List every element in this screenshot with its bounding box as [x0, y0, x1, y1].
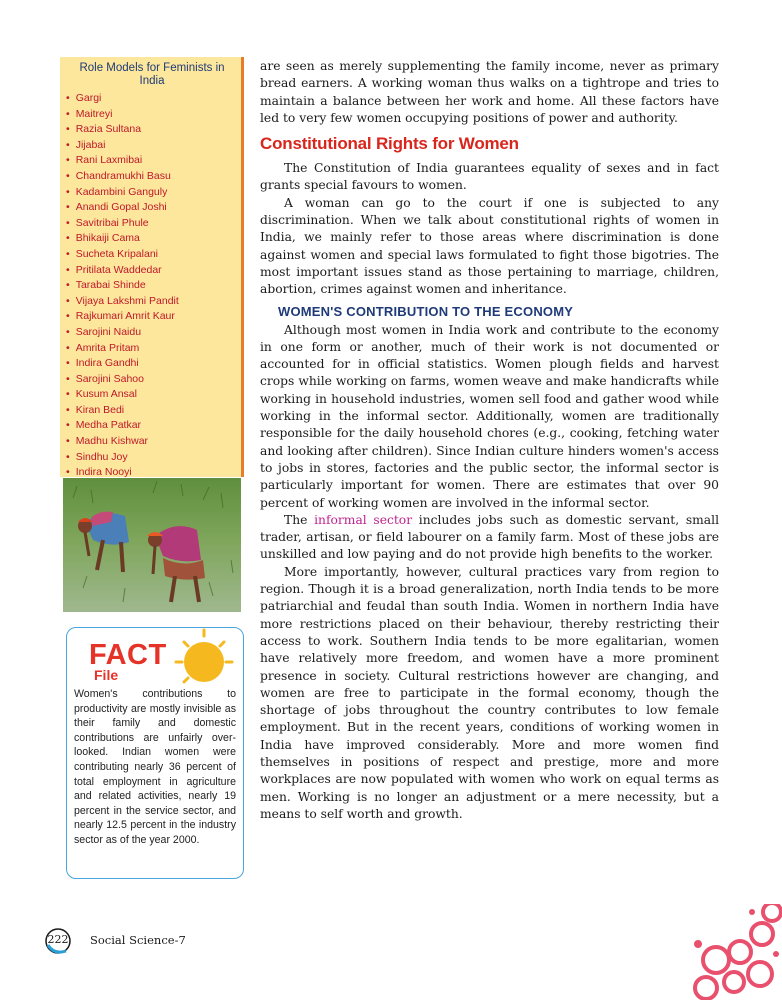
sun-icon	[162, 622, 244, 694]
role-model-item: • Indira Nooyi	[66, 465, 179, 481]
footer-label: Social Science-7	[90, 933, 186, 947]
paragraph: are seen as merely supplementing the family income, never as primary bread earners. A working woman thus walks on a tightrope and tries to maintain a balance between her work and home. All these factors have led to very few women occupying positions of power and authority.	[260, 59, 719, 125]
fact-body-text: Women's contributions to productivity are mostly invisible as their family and domestic contributions are unfairly over-looked. Indian women were contributing nearly 36 percent of total employment in agriculture and related activities, nearly 19 percent in the service sector, and nearly 12.5 percent in the industry sector as of the year 2000.	[74, 688, 236, 846]
women-farming-photo	[63, 478, 241, 612]
main-text-column	[260, 58, 719, 823]
role-model-item: • Kadambini Ganguly	[66, 185, 179, 201]
role-model-item: • Jijabai	[66, 138, 179, 154]
role-model-item: • Pritilata Waddedar	[66, 263, 179, 279]
role-model-item: • Rani Laxmibai	[66, 153, 179, 169]
role-models-title: Role Models for Feminists in India	[79, 62, 225, 87]
role-model-item: • Tarabai Shinde	[66, 278, 179, 294]
role-model-item: • Chandramukhi Basu	[66, 169, 179, 185]
decorative-rings-icon	[676, 904, 782, 1000]
paragraph: The informal sector includes jobs such as domestic servant, small trader, artisan, or field labourer on a family farm. Most of these jobs are unskilled and low paying and do not provide high benefits to the worker.	[260, 512, 719, 562]
role-model-item: • Sucheta Kripalani	[66, 247, 179, 263]
role-model-item: • Sarojini Sahoo	[66, 372, 179, 388]
role-model-item: • Bhikaiji Cama	[66, 231, 179, 247]
role-model-item: • Amrita Pritam	[66, 341, 179, 357]
role-model-item: • Savitribai Phule	[66, 216, 179, 232]
role-model-item: • Sarojini Naidu	[66, 325, 179, 341]
fact-heading: FACT	[89, 639, 167, 671]
role-model-item: • Kiran Bedi	[66, 403, 179, 419]
role-model-item: • Gargi	[66, 91, 179, 107]
section-heading-rights: Constitutional Rights for Women	[260, 134, 519, 154]
paragraph: More importantly, however, cultural practices vary from region to region. Though it is a broad generalization, north India tends to be more patriarchial and feudal than south India. Women in northern India have more restrictions placed on their behaviour, thereby restricting their access to work. Southern India tends to be more egalitarian, women have relatively more freedom, and women have a more prominent presence in society. Cultural restrictions however are changing, and women are free to participate in the formal economy, though the shortage of jobs throughout the country contributes to low female employment. But in the recent years, conditions of working women in India have improved considerably. More and more women find themselves in positions of respect and prestige, more and more workplaces are now populated with women who work on equal terms as men. Working is no longer an adjustment or a mere necessity, but a means to self worth and growth.	[260, 564, 719, 821]
role-model-item: • Madhu Kishwar	[66, 434, 179, 450]
paragraph: A woman can go to the court if one is subjected to any discrimination. When we talk about constitutional rights of women in India, we mainly refer to those areas where discrimination is done against women and special laws formulated to fight those bigotries. The most important issues stand as those pertaining to marriage, children, abortion, crimes against women and inheritance.	[260, 195, 719, 297]
role-model-item: • Kusum Ansal	[66, 387, 179, 403]
section-heading-economy: WOMEN'S CONTRIBUTION TO THE ECONOMY	[278, 303, 574, 319]
role-model-item: • Anandi Gopal Joshi	[66, 200, 179, 216]
role-models-box	[60, 57, 244, 477]
role-model-item: • Sindhu Joy	[66, 450, 179, 466]
page-number: 222	[47, 933, 69, 946]
role-model-item: • Maitreyi	[66, 107, 179, 123]
role-model-item: • Medha Patkar	[66, 418, 179, 434]
informal-sector-highlight: informal sector	[314, 512, 413, 527]
role-model-item: • Vijaya Lakshmi Pandit	[66, 294, 179, 310]
role-model-item: • Razia Sultana	[66, 122, 179, 138]
role-models-list	[66, 91, 179, 481]
fact-subheading: File	[94, 667, 119, 683]
role-model-item: • Indira Gandhi	[66, 356, 179, 372]
role-model-item: • Rajkumari Amrit Kaur	[66, 309, 179, 325]
paragraph: Although most women in India work and contribute to the economy in one form or another, much of their work is not documented or accounted for in official statistics. Women plough fields and harvest crops while working on farms, women weave and make handicrafts while working in household industries, women sell food and gather wood while working in the informal sector. Additionally, women are traditionally responsible for the daily household chores (e.g., cooking, fetching water and looking after children). Since Indian culture hinders women's access to jobs in stores, factories and the public sector, the informal sector is particularly important for women. There are estimates that over 90 percent of working women are involved in the informal sector.	[260, 322, 719, 510]
paragraph: The Constitution of India guarantees equality of sexes and in fact grants special favours to women.	[260, 161, 719, 193]
